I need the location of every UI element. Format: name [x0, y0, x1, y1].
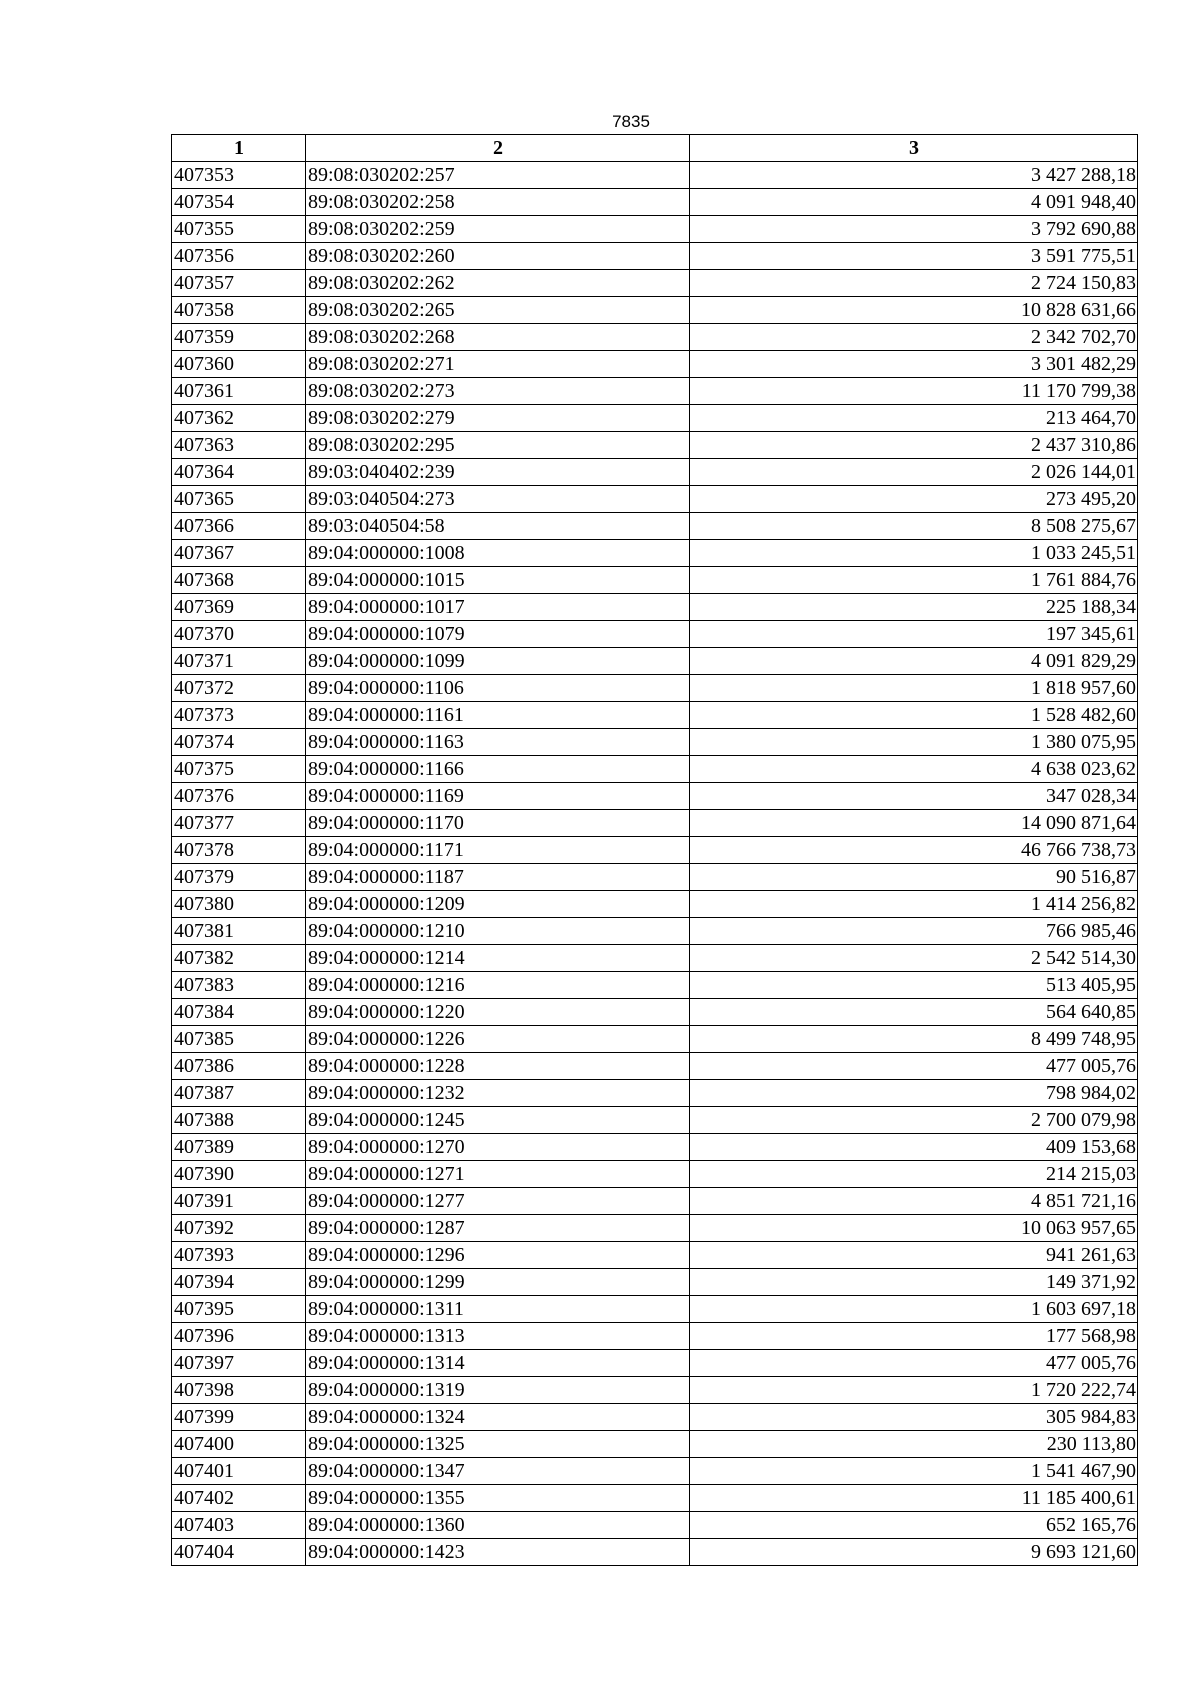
- row-number-cell: 407386: [172, 1053, 306, 1080]
- column-header-3: 3: [690, 135, 1138, 162]
- cadastral-number-cell: 89:04:000000:1169: [306, 783, 690, 810]
- table-row: [172, 216, 1138, 243]
- cadastral-number-cell: 89:08:030202:258: [306, 189, 690, 216]
- cadastral-number-cell: 89:04:000000:1216: [306, 972, 690, 999]
- table-row: [172, 432, 1138, 459]
- row-number-cell: 407393: [172, 1242, 306, 1269]
- row-number-cell: 407373: [172, 702, 306, 729]
- value-cell: 2 724 150,83: [690, 270, 1138, 297]
- table-row: [172, 756, 1138, 783]
- cadastral-number-cell: 89:08:030202:259: [306, 216, 690, 243]
- value-cell: 409 153,68: [690, 1134, 1138, 1161]
- table-row: [172, 1080, 1138, 1107]
- table-row: [172, 675, 1138, 702]
- cadastral-number-cell: 89:04:000000:1008: [306, 540, 690, 567]
- cadastral-number-cell: 89:08:030202:279: [306, 405, 690, 432]
- cadastral-number-cell: 89:04:000000:1299: [306, 1269, 690, 1296]
- value-cell: 1 761 884,76: [690, 567, 1138, 594]
- cadastral-number-cell: 89:03:040402:239: [306, 459, 690, 486]
- row-number-cell: 407380: [172, 891, 306, 918]
- table-row: [172, 1377, 1138, 1404]
- value-cell: 10 063 957,65: [690, 1215, 1138, 1242]
- value-cell: 10 828 631,66: [690, 297, 1138, 324]
- row-number-cell: 407378: [172, 837, 306, 864]
- cadastral-number-cell: 89:04:000000:1228: [306, 1053, 690, 1080]
- row-number-cell: 407385: [172, 1026, 306, 1053]
- row-number-cell: 407401: [172, 1458, 306, 1485]
- cadastral-number-cell: 89:04:000000:1296: [306, 1242, 690, 1269]
- cadastral-number-cell: 89:08:030202:268: [306, 324, 690, 351]
- cadastral-number-cell: 89:08:030202:273: [306, 378, 690, 405]
- table-row: [172, 810, 1138, 837]
- table-row: [172, 513, 1138, 540]
- value-cell: 149 371,92: [690, 1269, 1138, 1296]
- value-cell: 1 414 256,82: [690, 891, 1138, 918]
- row-number-cell: 407387: [172, 1080, 306, 1107]
- value-cell: 90 516,87: [690, 864, 1138, 891]
- value-cell: 197 345,61: [690, 621, 1138, 648]
- row-number-cell: 407366: [172, 513, 306, 540]
- value-cell: 1 720 222,74: [690, 1377, 1138, 1404]
- row-number-cell: 407374: [172, 729, 306, 756]
- value-cell: 305 984,83: [690, 1404, 1138, 1431]
- value-cell: 2 700 079,98: [690, 1107, 1138, 1134]
- cadastral-number-cell: 89:04:000000:1209: [306, 891, 690, 918]
- table-row: [172, 297, 1138, 324]
- cadastral-number-cell: 89:04:000000:1163: [306, 729, 690, 756]
- value-cell: 477 005,76: [690, 1053, 1138, 1080]
- table-row: [172, 1026, 1138, 1053]
- row-number-cell: 407367: [172, 540, 306, 567]
- cadastral-number-cell: 89:04:000000:1161: [306, 702, 690, 729]
- cadastral-number-cell: 89:04:000000:1245: [306, 1107, 690, 1134]
- table-row: [172, 540, 1138, 567]
- table-header-row: [172, 135, 1138, 162]
- cadastral-number-cell: 89:04:000000:1287: [306, 1215, 690, 1242]
- cadastral-number-cell: 89:08:030202:257: [306, 162, 690, 189]
- table-row: [172, 1269, 1138, 1296]
- cadastral-number-cell: 89:04:000000:1271: [306, 1161, 690, 1188]
- table-row: [172, 270, 1138, 297]
- row-number-cell: 407368: [172, 567, 306, 594]
- table-row: [172, 945, 1138, 972]
- cadastral-number-cell: 89:04:000000:1187: [306, 864, 690, 891]
- value-cell: 4 091 829,29: [690, 648, 1138, 675]
- page-number: 7835: [612, 112, 650, 131]
- cadastral-number-cell: 89:04:000000:1214: [306, 945, 690, 972]
- value-cell: 4 638 023,62: [690, 756, 1138, 783]
- column-header-2: 2: [306, 135, 690, 162]
- row-number-cell: 407390: [172, 1161, 306, 1188]
- value-cell: 8 499 748,95: [690, 1026, 1138, 1053]
- table-row: [172, 189, 1138, 216]
- table-row: [172, 351, 1138, 378]
- cadastral-number-cell: 89:04:000000:1015: [306, 567, 690, 594]
- value-cell: 177 568,98: [690, 1323, 1138, 1350]
- value-cell: 3 301 482,29: [690, 351, 1138, 378]
- cadastral-number-cell: 89:03:040504:58: [306, 513, 690, 540]
- value-cell: 798 984,02: [690, 1080, 1138, 1107]
- cadastral-number-cell: 89:04:000000:1355: [306, 1485, 690, 1512]
- row-number-cell: 407362: [172, 405, 306, 432]
- row-number-cell: 407376: [172, 783, 306, 810]
- table-row: [172, 999, 1138, 1026]
- cadastral-number-cell: 89:04:000000:1313: [306, 1323, 690, 1350]
- row-number-cell: 407389: [172, 1134, 306, 1161]
- cadastral-number-cell: 89:04:000000:1017: [306, 594, 690, 621]
- row-number-cell: 407394: [172, 1269, 306, 1296]
- row-number-cell: 407381: [172, 918, 306, 945]
- table-row: [172, 1431, 1138, 1458]
- row-number-cell: 407399: [172, 1404, 306, 1431]
- row-number-cell: 407363: [172, 432, 306, 459]
- value-cell: 2 026 144,01: [690, 459, 1138, 486]
- row-number-cell: 407397: [172, 1350, 306, 1377]
- cadastral-number-cell: 89:04:000000:1099: [306, 648, 690, 675]
- value-cell: 11 170 799,38: [690, 378, 1138, 405]
- value-cell: 3 427 288,18: [690, 162, 1138, 189]
- cadastral-number-cell: 89:08:030202:295: [306, 432, 690, 459]
- value-cell: 2 542 514,30: [690, 945, 1138, 972]
- table-row: [172, 1134, 1138, 1161]
- table-row: [172, 324, 1138, 351]
- value-cell: 4 851 721,16: [690, 1188, 1138, 1215]
- value-cell: 273 495,20: [690, 486, 1138, 513]
- cadastral-number-cell: 89:04:000000:1210: [306, 918, 690, 945]
- value-cell: 8 508 275,67: [690, 513, 1138, 540]
- value-cell: 214 215,03: [690, 1161, 1138, 1188]
- value-cell: 230 113,80: [690, 1431, 1138, 1458]
- table-row: [172, 162, 1138, 189]
- table-row: [172, 702, 1138, 729]
- value-cell: 513 405,95: [690, 972, 1138, 999]
- value-cell: 477 005,76: [690, 1350, 1138, 1377]
- row-number-cell: 407395: [172, 1296, 306, 1323]
- table-row: [172, 594, 1138, 621]
- table-row: [172, 378, 1138, 405]
- table-row: [172, 1107, 1138, 1134]
- table-row: [172, 459, 1138, 486]
- row-number-cell: 407357: [172, 270, 306, 297]
- cadastral-number-cell: 89:04:000000:1226: [306, 1026, 690, 1053]
- value-cell: 1 528 482,60: [690, 702, 1138, 729]
- row-number-cell: 407372: [172, 675, 306, 702]
- table-row: [172, 1188, 1138, 1215]
- row-number-cell: 407355: [172, 216, 306, 243]
- table-row: [172, 972, 1138, 999]
- row-number-cell: 407356: [172, 243, 306, 270]
- value-cell: 9 693 121,60: [690, 1539, 1138, 1566]
- table-row: [172, 1053, 1138, 1080]
- cadastral-number-cell: 89:04:000000:1423: [306, 1539, 690, 1566]
- table-row: [172, 837, 1138, 864]
- table-row: [172, 1485, 1138, 1512]
- cadastral-number-cell: 89:04:000000:1170: [306, 810, 690, 837]
- row-number-cell: 407375: [172, 756, 306, 783]
- row-number-cell: 407382: [172, 945, 306, 972]
- row-number-cell: 407370: [172, 621, 306, 648]
- table-row: [172, 891, 1138, 918]
- table-row: [172, 1404, 1138, 1431]
- row-number-cell: 407358: [172, 297, 306, 324]
- cadastral-number-cell: 89:04:000000:1106: [306, 675, 690, 702]
- table-body: [172, 162, 1138, 1566]
- table-row: [172, 729, 1138, 756]
- row-number-cell: 407396: [172, 1323, 306, 1350]
- cadastral-number-cell: 89:04:000000:1220: [306, 999, 690, 1026]
- value-cell: 225 188,34: [690, 594, 1138, 621]
- value-cell: 564 640,85: [690, 999, 1138, 1026]
- row-number-cell: 407391: [172, 1188, 306, 1215]
- table-row: [172, 1350, 1138, 1377]
- cadastral-number-cell: 89:04:000000:1079: [306, 621, 690, 648]
- row-number-cell: 407392: [172, 1215, 306, 1242]
- row-number-cell: 407388: [172, 1107, 306, 1134]
- table-row: [172, 1323, 1138, 1350]
- cadastral-number-cell: 89:04:000000:1166: [306, 756, 690, 783]
- value-cell: 213 464,70: [690, 405, 1138, 432]
- table-row: [172, 1161, 1138, 1188]
- table-row: [172, 621, 1138, 648]
- table-row: [172, 783, 1138, 810]
- cadastral-number-cell: 89:08:030202:271: [306, 351, 690, 378]
- cadastral-number-cell: 89:04:000000:1325: [306, 1431, 690, 1458]
- data-table: [171, 134, 1138, 1566]
- value-cell: 2 342 702,70: [690, 324, 1138, 351]
- row-number-cell: 407359: [172, 324, 306, 351]
- row-number-cell: 407371: [172, 648, 306, 675]
- table-row: [172, 648, 1138, 675]
- row-number-cell: 407384: [172, 999, 306, 1026]
- table-row: [172, 1296, 1138, 1323]
- row-number-cell: 407398: [172, 1377, 306, 1404]
- cadastral-number-cell: 89:08:030202:265: [306, 297, 690, 324]
- value-cell: 652 165,76: [690, 1512, 1138, 1539]
- value-cell: 1 818 957,60: [690, 675, 1138, 702]
- row-number-cell: 407402: [172, 1485, 306, 1512]
- row-number-cell: 407361: [172, 378, 306, 405]
- cadastral-number-cell: 89:04:000000:1360: [306, 1512, 690, 1539]
- cadastral-number-cell: 89:04:000000:1270: [306, 1134, 690, 1161]
- value-cell: 11 185 400,61: [690, 1485, 1138, 1512]
- cadastral-number-cell: 89:04:000000:1314: [306, 1350, 690, 1377]
- table-row: [172, 1458, 1138, 1485]
- table-row: [172, 1539, 1138, 1566]
- cadastral-number-cell: 89:04:000000:1171: [306, 837, 690, 864]
- value-cell: 766 985,46: [690, 918, 1138, 945]
- table-row: [172, 1242, 1138, 1269]
- table-row: [172, 1512, 1138, 1539]
- value-cell: 2 437 310,86: [690, 432, 1138, 459]
- table-row: [172, 1215, 1138, 1242]
- value-cell: 46 766 738,73: [690, 837, 1138, 864]
- cadastral-number-cell: 89:04:000000:1347: [306, 1458, 690, 1485]
- value-cell: 347 028,34: [690, 783, 1138, 810]
- row-number-cell: 407364: [172, 459, 306, 486]
- table-row: [172, 486, 1138, 513]
- value-cell: 4 091 948,40: [690, 189, 1138, 216]
- row-number-cell: 407379: [172, 864, 306, 891]
- value-cell: 941 261,63: [690, 1242, 1138, 1269]
- row-number-cell: 407377: [172, 810, 306, 837]
- cadastral-number-cell: 89:04:000000:1232: [306, 1080, 690, 1107]
- cadastral-number-cell: 89:08:030202:260: [306, 243, 690, 270]
- row-number-cell: 407383: [172, 972, 306, 999]
- row-number-cell: 407369: [172, 594, 306, 621]
- row-number-cell: 407354: [172, 189, 306, 216]
- row-number-cell: 407400: [172, 1431, 306, 1458]
- row-number-cell: 407353: [172, 162, 306, 189]
- value-cell: 1 033 245,51: [690, 540, 1138, 567]
- value-cell: 3 792 690,88: [690, 216, 1138, 243]
- cadastral-number-cell: 89:04:000000:1319: [306, 1377, 690, 1404]
- table-row: [172, 864, 1138, 891]
- row-number-cell: 407360: [172, 351, 306, 378]
- table-row: [172, 405, 1138, 432]
- value-cell: 1 603 697,18: [690, 1296, 1138, 1323]
- value-cell: 3 591 775,51: [690, 243, 1138, 270]
- cadastral-number-cell: 89:03:040504:273: [306, 486, 690, 513]
- table-row: [172, 918, 1138, 945]
- table-row: [172, 243, 1138, 270]
- value-cell: 1 380 075,95: [690, 729, 1138, 756]
- column-header-1: 1: [172, 135, 306, 162]
- cadastral-number-cell: 89:08:030202:262: [306, 270, 690, 297]
- row-number-cell: 407404: [172, 1539, 306, 1566]
- cadastral-number-cell: 89:04:000000:1277: [306, 1188, 690, 1215]
- row-number-cell: 407365: [172, 486, 306, 513]
- value-cell: 1 541 467,90: [690, 1458, 1138, 1485]
- cadastral-number-cell: 89:04:000000:1311: [306, 1296, 690, 1323]
- cadastral-number-cell: 89:04:000000:1324: [306, 1404, 690, 1431]
- value-cell: 14 090 871,64: [690, 810, 1138, 837]
- row-number-cell: 407403: [172, 1512, 306, 1539]
- table-row: [172, 567, 1138, 594]
